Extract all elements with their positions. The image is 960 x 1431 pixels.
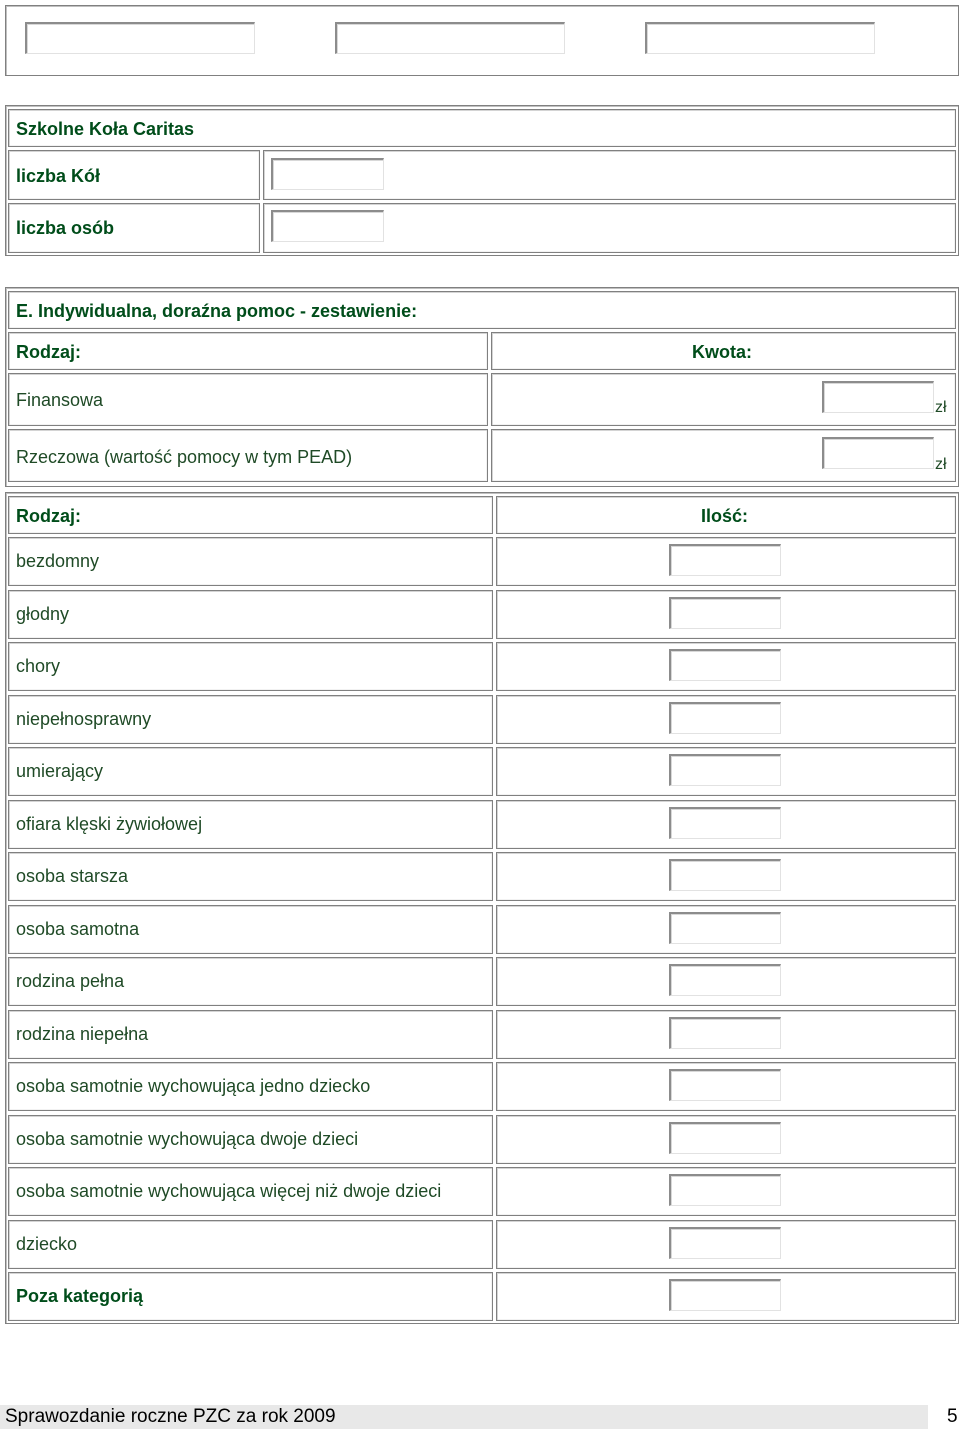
amount-type-header: Rodzaj: <box>16 342 81 362</box>
count-row-label-cell <box>8 1220 493 1269</box>
count-row-label: bezdomny <box>16 551 100 571</box>
count-row-input[interactable] <box>669 1174 781 1206</box>
footer-title: Sprawozdanie roczne PZC za rok 2009 <box>5 1406 336 1427</box>
count-row-input[interactable] <box>669 1017 781 1049</box>
count-row-label: ofiara klęski żywiołowej <box>16 814 203 834</box>
count-type-header: Rodzaj: <box>16 506 81 526</box>
count-row-input[interactable] <box>669 912 781 944</box>
count-row-label: osoba samotnie wychowująca dwoje dzieci <box>16 1129 359 1149</box>
top-input-1[interactable] <box>25 22 255 54</box>
inkind-label: Rzeczowa (wartość pomocy w tym PEAD) <box>16 447 353 467</box>
count-row-label: rodzina niepełna <box>16 1024 149 1044</box>
count-header: Ilość: <box>701 506 749 526</box>
count-row-input[interactable] <box>669 1227 781 1259</box>
count-row-input[interactable] <box>669 702 781 734</box>
persons-count-input[interactable] <box>271 210 384 242</box>
count-row-label: dziecko <box>16 1234 78 1254</box>
count-row-input[interactable] <box>669 597 781 629</box>
count-row-input[interactable] <box>669 1069 781 1101</box>
section-e-title: E. Indywidualna, doraźna pomoc - zestawienie: <box>16 301 418 321</box>
amount-header: Kwota: <box>692 342 752 362</box>
circles-count-input[interactable] <box>271 158 384 190</box>
count-row-input[interactable] <box>669 754 781 786</box>
inkind-amount-input[interactable] <box>822 437 934 469</box>
page-number: 5 <box>947 1406 958 1427</box>
count-row-input[interactable] <box>669 1279 781 1311</box>
top-input-2[interactable] <box>335 22 565 54</box>
count-row-label: osoba samotna <box>16 919 140 939</box>
school-circles-title: Szkolne Koła Caritas <box>16 119 195 139</box>
count-row-label: osoba samotnie wychowująca jedno dziecko <box>16 1076 371 1096</box>
inkind-currency: zł <box>935 456 947 473</box>
count-row-label: rodzina pełna <box>16 971 125 991</box>
top-input-3[interactable] <box>645 22 875 54</box>
count-row-label-cell <box>8 590 493 639</box>
circles-count-label: liczba Kół <box>16 166 101 186</box>
count-row-input[interactable] <box>669 964 781 996</box>
count-row-label: głodny <box>16 604 70 624</box>
count-row-input[interactable] <box>669 807 781 839</box>
count-row-input[interactable] <box>669 859 781 891</box>
count-row-label-cell <box>8 642 493 691</box>
count-row-input[interactable] <box>669 1122 781 1154</box>
count-row-label: osoba starsza <box>16 866 129 886</box>
count-row-label: chory <box>16 656 61 676</box>
count-row-label: osoba samotnie wychowująca więcej niż dwoje dzieci <box>16 1181 442 1201</box>
financial-label: Finansowa <box>16 390 104 410</box>
count-row-label: umierający <box>16 761 104 781</box>
financial-amount-input[interactable] <box>822 381 934 413</box>
count-row-label: niepełnosprawny <box>16 709 152 729</box>
count-row-input[interactable] <box>669 544 781 576</box>
count-row-input[interactable] <box>669 649 781 681</box>
count-row-label: Poza kategorią <box>16 1286 144 1306</box>
persons-count-label: liczba osób <box>16 218 115 238</box>
financial-currency: zł <box>935 399 947 416</box>
